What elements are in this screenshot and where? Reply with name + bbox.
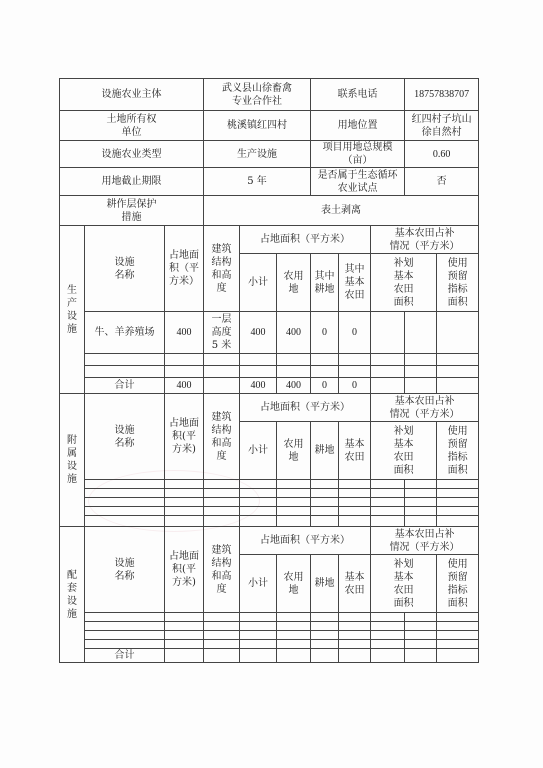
production-col-supp-plan: 补划 基本 农田 面积: [371, 254, 437, 312]
table-cell: [85, 354, 165, 366]
production-row-name: 牛、羊养殖场: [85, 312, 165, 354]
auxiliary-blank-row: [60, 489, 479, 498]
table-cell: [437, 489, 479, 498]
production-total-farmland: 400: [277, 378, 311, 394]
table-cell: [165, 366, 204, 378]
table-cell: [371, 631, 405, 640]
table-cell: [277, 498, 311, 507]
production-total-area: 400: [165, 378, 204, 394]
eco-label: 是否属于生态循环 农业试点: [311, 168, 405, 196]
table-cell: [437, 622, 479, 631]
owner-value: 桃溪镇红四村: [204, 111, 311, 141]
supporting-col-cultivated: 耕地: [311, 555, 339, 613]
production-row-struct: 一层 高度 5 米: [204, 312, 240, 354]
supporting-header-row-1: [60, 527, 479, 555]
table-cell: [437, 631, 479, 640]
table-cell: [339, 649, 371, 663]
facility-agriculture-form: [59, 78, 479, 663]
table-cell: [437, 507, 479, 516]
table-cell: [165, 354, 204, 366]
phone-label: 联系电话: [311, 79, 405, 111]
subject-label: 设施农业主体: [60, 79, 204, 111]
row-type: [60, 141, 479, 168]
table-cell: [371, 613, 405, 622]
table-cell: [277, 640, 311, 649]
table-cell: [405, 649, 437, 663]
auxiliary-section-label: 附 属 设 施: [60, 394, 85, 527]
table-cell: [339, 507, 371, 516]
table-cell: [277, 516, 311, 527]
supporting-col-area: 占地面 积(平 方米): [165, 527, 204, 613]
table-cell: [339, 516, 371, 527]
production-col-struct: 建筑 结构 和高 度: [204, 226, 240, 312]
auxiliary-col-area: 占地面 积(平 方米): [165, 394, 204, 480]
table-cell: [240, 622, 277, 631]
table-cell: [165, 480, 204, 489]
table-cell: [405, 498, 437, 507]
production-row-basic: 0: [339, 312, 371, 354]
deadline-value: 5 年: [204, 168, 311, 196]
production-total-subtotal: 400: [240, 378, 277, 394]
production-col-name: 设施 名称: [85, 226, 165, 312]
production-row-empty-1: [371, 312, 405, 354]
auxiliary-col-farmland: 农用 地: [277, 422, 311, 480]
table-cell: [204, 613, 240, 622]
production-col-supp-group: 基本农田占补 情况（平方米）: [371, 226, 479, 254]
production-col-area: 占地面 积（平 方米）: [165, 226, 204, 312]
table-cell: [165, 622, 204, 631]
table-cell: [371, 507, 405, 516]
table-cell: [204, 489, 240, 498]
table-cell: [371, 354, 405, 366]
table-cell: [371, 480, 405, 489]
table-cell: [437, 640, 479, 649]
table-cell: [339, 640, 371, 649]
table-cell: [311, 366, 339, 378]
table-cell: [339, 354, 371, 366]
supporting-col-basic: 基本 农田: [339, 555, 371, 613]
scale-value: 0.60: [405, 141, 479, 168]
production-row-empty-3: [437, 312, 479, 354]
table-cell: [339, 480, 371, 489]
table-cell: [405, 366, 437, 378]
table-cell: [339, 366, 371, 378]
row-subject: [60, 79, 479, 111]
location-value: 红四村子坑山 徐自然村: [405, 111, 479, 141]
table-cell: [437, 480, 479, 489]
production-total-row: [60, 378, 479, 394]
location-label: 用地位置: [311, 111, 405, 141]
table-cell: [85, 622, 165, 631]
auxiliary-blank-row: [60, 507, 479, 516]
owner-label: 土地所有权 单位: [60, 111, 204, 141]
table-cell: [371, 489, 405, 498]
table-cell: [437, 649, 479, 663]
supporting-total-label: 合计: [85, 649, 165, 663]
production-col-subtotal: 小计: [240, 254, 277, 312]
supporting-col-supp-group: 基本农田占补 情况（平方米）: [371, 527, 479, 555]
table-cell: [204, 507, 240, 516]
table-cell: [339, 498, 371, 507]
table-cell: [405, 354, 437, 366]
table-cell: [240, 489, 277, 498]
table-cell: [204, 366, 240, 378]
table-cell: [339, 613, 371, 622]
table-cell: [311, 498, 339, 507]
table-cell: [240, 498, 277, 507]
table-cell: [437, 366, 479, 378]
table-cell: [311, 649, 339, 663]
table-cell: [204, 640, 240, 649]
auxiliary-blank-row: [60, 480, 479, 489]
table-cell: [85, 516, 165, 527]
table-cell: [85, 507, 165, 516]
table-cell: [277, 613, 311, 622]
production-header-row-1: [60, 226, 479, 254]
table-cell: [405, 480, 437, 489]
table-cell: [437, 498, 479, 507]
table-cell: [240, 354, 277, 366]
table-cell: [277, 366, 311, 378]
table-cell: [277, 631, 311, 640]
table-cell: [311, 622, 339, 631]
table-cell: [204, 649, 240, 663]
table-cell: [371, 516, 405, 527]
table-cell: [277, 480, 311, 489]
table-cell: [85, 489, 165, 498]
auxiliary-col-cultivated: 耕地: [311, 422, 339, 480]
table-cell: [204, 480, 240, 489]
table-cell: [371, 622, 405, 631]
production-blank-row-2: [60, 366, 479, 378]
table-cell: [165, 640, 204, 649]
table-cell: [240, 480, 277, 489]
production-col-basic: 其中 基本 农田: [339, 254, 371, 312]
table-cell: [277, 649, 311, 663]
supporting-col-land-group: 占地面积（平方米）: [240, 527, 371, 555]
table-cell: [437, 516, 479, 527]
table-cell: [339, 631, 371, 640]
table-cell: [405, 489, 437, 498]
auxiliary-col-supp-group: 基本农田占补 情况（平方米）: [371, 394, 479, 422]
table-cell: [204, 354, 240, 366]
supporting-col-subtotal: 小计: [240, 555, 277, 613]
table-cell: [405, 516, 437, 527]
production-row-area: 400: [165, 312, 204, 354]
supporting-blank-row: [60, 622, 479, 631]
table-cell: [437, 354, 479, 366]
production-col-land-group: 占地面积（平方米）: [240, 226, 371, 254]
table-cell: [405, 622, 437, 631]
supporting-section-label: 配 套 设 施: [60, 527, 85, 663]
table-cell: [240, 640, 277, 649]
auxiliary-col-supp-plan: 补划 基本 农田 面积: [371, 422, 437, 480]
row-protect: [60, 196, 479, 226]
table-cell: [277, 507, 311, 516]
table-cell: [85, 613, 165, 622]
table-cell: [405, 613, 437, 622]
table-cell: [165, 613, 204, 622]
table-cell: [85, 498, 165, 507]
table-cell: [311, 354, 339, 366]
production-blank-row-1: [60, 354, 479, 366]
table-cell: [85, 640, 165, 649]
production-total-cultivated: 0: [311, 378, 339, 394]
auxiliary-col-struct: 建筑 结构 和高 度: [204, 394, 240, 480]
table-cell: [165, 489, 204, 498]
table-cell: [371, 366, 405, 378]
table-cell: [371, 649, 405, 663]
type-value: 生产设施: [204, 141, 311, 168]
table-cell: [85, 480, 165, 489]
protect-label: 耕作层保护 措施: [60, 196, 204, 226]
auxiliary-col-subtotal: 小计: [240, 422, 277, 480]
table-cell: [165, 631, 204, 640]
production-row-subtotal: 400: [240, 312, 277, 354]
table-cell: [277, 489, 311, 498]
subject-value: 武义县山徐畜禽 专业合作社: [204, 79, 311, 111]
eco-value: 否: [405, 168, 479, 196]
table-cell: [339, 622, 371, 631]
supporting-total-row: [60, 649, 479, 663]
supporting-blank-row: [60, 613, 479, 622]
production-row-cultivated: 0: [311, 312, 339, 354]
production-section-label: 生 产 设 施: [60, 226, 85, 394]
table-cell: [277, 354, 311, 366]
production-row-farmland: 400: [277, 312, 311, 354]
supporting-col-supp-plan: 补划 基本 农田 面积: [371, 555, 437, 613]
auxiliary-blank-row: [60, 516, 479, 527]
row-owner: [60, 111, 479, 141]
auxiliary-blank-row: [60, 498, 479, 507]
table-cell: [204, 622, 240, 631]
table-cell: [311, 516, 339, 527]
table-cell: [371, 640, 405, 649]
table-cell: [371, 498, 405, 507]
table-cell: [437, 613, 479, 622]
table-cell: [339, 489, 371, 498]
table-cell: [311, 507, 339, 516]
table-cell: [311, 640, 339, 649]
production-col-supp-use: 使用 预留 指标 面积: [437, 254, 479, 312]
scale-label: 项目用地总规模（亩）: [311, 141, 405, 168]
supporting-col-farmland: 农用 地: [277, 555, 311, 613]
table-cell: [165, 516, 204, 527]
table-cell: [311, 613, 339, 622]
supporting-blank-row: [60, 631, 479, 640]
auxiliary-header-row-1: [60, 394, 479, 422]
supporting-blank-row: [60, 640, 479, 649]
table-cell: [240, 631, 277, 640]
table-cell: [204, 516, 240, 527]
supporting-col-name: 设施 名称: [85, 527, 165, 613]
table-cell: [240, 507, 277, 516]
protect-value: 表土剥离: [204, 196, 479, 226]
production-row-empty-2: [405, 312, 437, 354]
table-cell: [165, 498, 204, 507]
production-data-row: [60, 312, 479, 354]
table-cell: [240, 613, 277, 622]
table-cell: [165, 649, 204, 663]
table-cell: [311, 480, 339, 489]
auxiliary-col-land-group: 占地面积（平方米）: [240, 394, 371, 422]
table-cell: [405, 507, 437, 516]
production-total-basic: 0: [339, 378, 371, 394]
row-deadline: [60, 168, 479, 196]
table-cell: [311, 489, 339, 498]
table-cell: [405, 640, 437, 649]
auxiliary-col-supp-use: 使用 预留 指标 面积: [437, 422, 479, 480]
table-cell: [165, 507, 204, 516]
auxiliary-col-name: 设施 名称: [85, 394, 165, 480]
production-col-farmland: 农用 地: [277, 254, 311, 312]
phone-value: 18757838707: [405, 79, 479, 111]
table-cell: [240, 366, 277, 378]
table-cell: [277, 622, 311, 631]
table-cell: [311, 631, 339, 640]
table-cell: [240, 649, 277, 663]
production-col-cultivated: 其中 耕地: [311, 254, 339, 312]
table-cell: [204, 498, 240, 507]
supporting-col-supp-use: 使用 预留 指标 面积: [437, 555, 479, 613]
production-total-label: 合计: [85, 378, 165, 394]
table-cell: [85, 366, 165, 378]
table-cell: [204, 631, 240, 640]
table-cell: [240, 516, 277, 527]
type-label: 设施农业类型: [60, 141, 204, 168]
supporting-col-struct: 建筑 结构 和高 度: [204, 527, 240, 613]
deadline-label: 用地截止期限: [60, 168, 204, 196]
table-cell: [405, 631, 437, 640]
auxiliary-col-basic: 基本 农田: [339, 422, 371, 480]
table-cell: [85, 631, 165, 640]
